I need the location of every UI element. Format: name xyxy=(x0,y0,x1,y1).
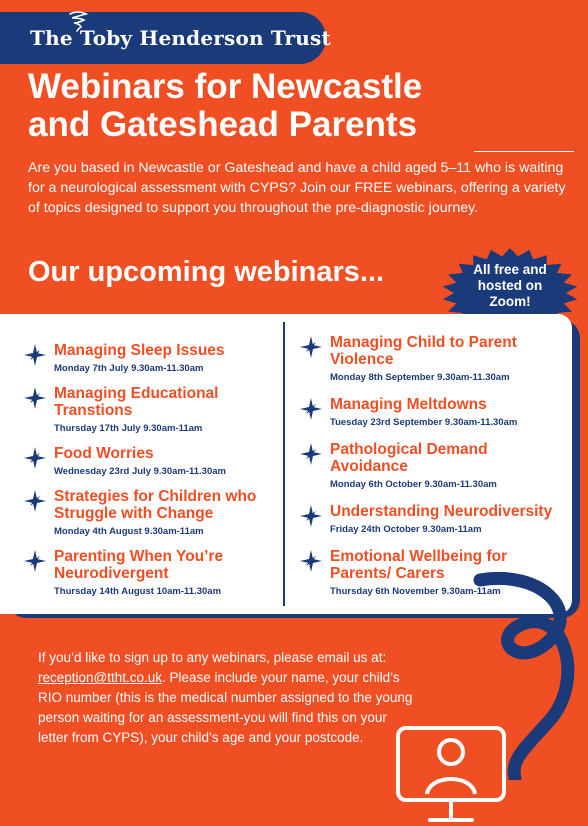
badge-line-3: Zoom! xyxy=(489,294,531,309)
webinar-item xyxy=(300,334,560,384)
webinar-title: Emotional Wellbeing for Parents/ Carers xyxy=(330,548,508,582)
webinar-item xyxy=(24,385,280,435)
webinar-item xyxy=(300,503,560,536)
column-divider xyxy=(283,322,285,606)
webinar-date: Monday 4th August 9.30am-11am xyxy=(54,526,204,537)
webinar-date: Thursday 17th July 9.30am-11am xyxy=(54,423,203,434)
star-bullet-icon xyxy=(24,447,46,469)
star-bullet-icon xyxy=(24,387,46,409)
email-link[interactable]: reception@ttht.co.uk xyxy=(38,670,163,685)
signup-before: If you’d like to sign up to any webinars, please email us at: xyxy=(38,650,387,665)
webinar-title: Managing Sleep Issues xyxy=(54,342,225,359)
star-bullet-icon xyxy=(300,550,322,572)
star-bullet-icon xyxy=(24,550,46,572)
webinar-date: Thursday 6th November 9.30am-11am xyxy=(330,586,501,597)
badge-line-2: hosted on xyxy=(477,278,543,293)
webinar-item xyxy=(24,488,280,538)
badge-line-1: All free and xyxy=(473,262,547,277)
star-bullet-icon xyxy=(300,443,322,465)
star-bullet-icon xyxy=(300,398,322,420)
webinar-date: Monday 7th July 9.30am-11.30am xyxy=(54,363,204,374)
star-bullet-icon xyxy=(300,505,322,527)
webinar-title: Understanding Neurodiversity xyxy=(330,503,553,520)
title-line-1: Webinars for Newcastle xyxy=(28,67,423,106)
star-bullet-icon xyxy=(300,336,322,358)
star-bullet-icon xyxy=(24,490,46,512)
intro-text: Are you based in Newcastle or Gateshead and have a child aged 5–11 who is waiting for a neurological assessment with CYPS? Join our FREE webinars, offering a variety of topics designed to support you throughout the pre-diagnostic journey. xyxy=(28,160,566,216)
title-line-2: and Gateshead Parents xyxy=(28,105,418,144)
webinar-list-right xyxy=(300,334,560,598)
title-rule xyxy=(474,151,574,152)
org-name: The Toby Henderson Trust xyxy=(30,26,331,50)
upcoming-heading: Our upcoming webinars... xyxy=(28,256,385,288)
webinar-title: Managing Child to Parent Violence xyxy=(330,334,517,368)
webinar-date: Wednesday 23rd July 9.30am-11.30am xyxy=(54,466,226,477)
webinar-title: Managing Meltdowns xyxy=(330,396,487,413)
webinar-date: Monday 8th September 9.30am-11.30am xyxy=(330,372,510,383)
free-zoom-badge xyxy=(440,262,580,310)
page-title xyxy=(28,68,568,144)
webinar-title: Managing Educational Transtions xyxy=(54,385,219,419)
webinar-title: Parenting When You’re Neurodivergent xyxy=(54,548,224,582)
webinar-date: Monday 6th October 9.30am-11.30am xyxy=(330,479,497,490)
webinar-date: Friday 24th October 9.30am-11am xyxy=(330,524,482,535)
signup-after: . Please include your name, your child’s RIO number (this is the medical number assigned to the young person waiting for an assessment-you will find this on your letter from CYPS), your child’s age and your postcode. xyxy=(38,670,413,745)
webinar-item xyxy=(24,548,280,598)
webinar-date: Tuesday 23rd September 9.30am-11.30am xyxy=(330,417,518,428)
webinar-date: Thursday 14th August 10am-11.30am xyxy=(54,586,222,597)
webinar-item xyxy=(24,445,280,478)
webinar-title: Food Worries xyxy=(54,445,154,462)
signup-text xyxy=(38,648,418,748)
webinar-item xyxy=(300,396,560,429)
webinar-item xyxy=(300,441,560,491)
star-bullet-icon xyxy=(24,344,46,366)
webinar-title: Pathological Demand Avoidance xyxy=(330,441,488,475)
webinar-item xyxy=(24,342,280,375)
webinar-title: Strategies for Children who Struggle with Change xyxy=(54,488,257,522)
webinar-list-left xyxy=(24,342,280,598)
